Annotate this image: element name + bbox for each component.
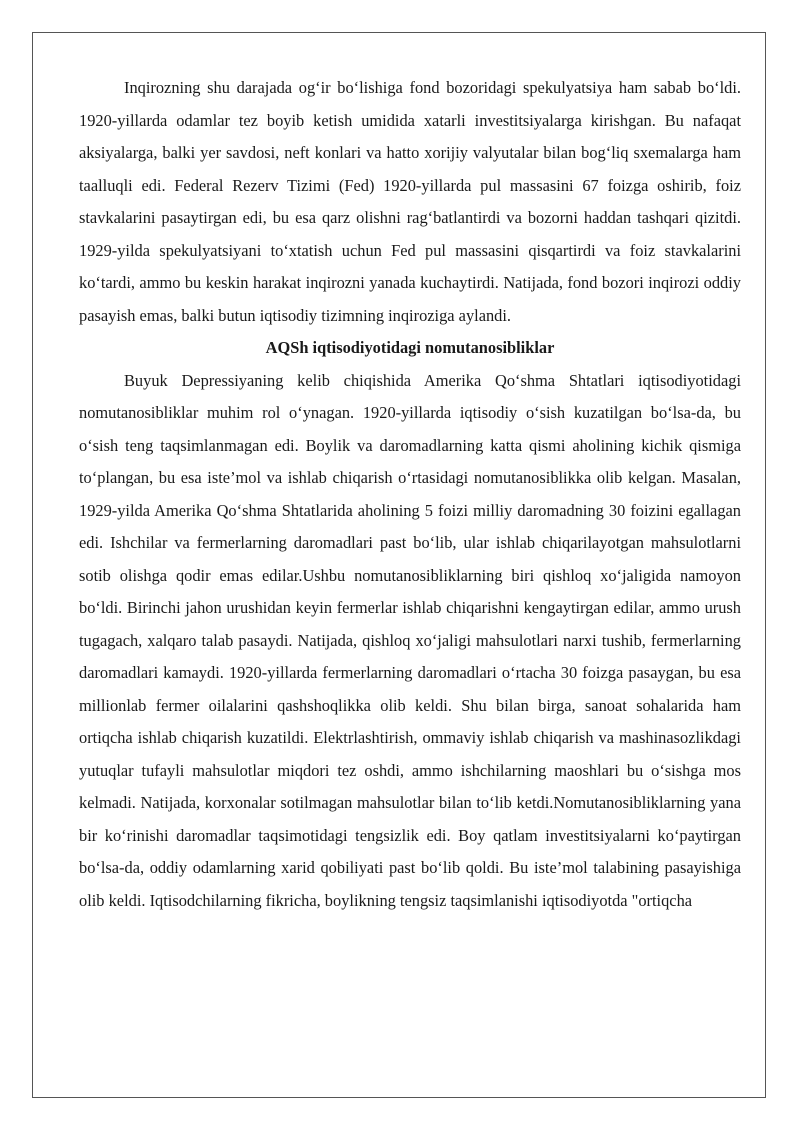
paragraph-stock-speculation: Inqirozning shu darajada og‘ir bo‘lishiga fond bozoridagi spekulyatsiya ham sabab bo‘ldi. 1920-yillarda odamlar tez boyib ketish umidida xatarli investitsiyalarga kirishgan. Bu nafaqat aksiyalarga, balki yer savdosi, neft konlari va hatto xorijiy valyutalar bilan bog‘liq sxemalarga ham taalluqli edi. Federal Rezerv Tizimi (Fed) 1920-yillarda pul massasini 67 foizga oshirib, foiz stavkalarini pasaytirgan edi, bu esa qarz olishni rag‘batlantirdi va bozorni haddan tashqari qizitdi. 1929-yilda spekulyatsiyani to‘xtatish uchun Fed pul massasini qisqartirdi va foiz stavkalarini ko‘tardi, ammo bu keskin harakat inqirozni yanada kuchaytirdi. Natijada, fond bozori inqirozi oddiy pasayish emas, balki butun iqtisodiy tizimning inqiroziga aylandi. (79, 78, 741, 325)
section-heading: AQSh iqtisodiyotidagi nomutanosibliklar (265, 338, 555, 357)
paragraph-imbalances: Buyuk Depressiyaning kelib chiqishida Amerika Qo‘shma Shtatlari iqtisodiyotidagi nomutanosibliklar muhim rol o‘ynagan. 1920-yillarda iqtisodiy o‘sish kuzatilgan bo‘lsa-da, bu o‘sish teng taqsimlanmagan edi. Boylik va daromadlarning katta qismi aholining kichik qismiga to‘plangan, bu esa iste’mol va ishlab chiqarish o‘rtasidagi nomutanosiblikka olib kelgan. Masalan, 1929-yilda Amerika Qo‘shma Shtatlarida aholining 5 foizi milliy daromadning 30 foizini egallagan edi. Ishchilar va fermerlarning daromadlari past bo‘lib, ular ishlab chiqarilayotgan mahsulotlarni sotib olishga qodir emas edilar.Ushbu nomutanosibliklarning biri qishloq xo‘jaligida namoyon bo‘ldi. Birinchi jahon urushidan keyin fermerlar ishlab chiqarishni kengaytirgan edilar, ammo urush tugagach, xalqaro talab pasaydi. Natijada, qishloq xo‘jaligi mahsulotlari narxi tushib, fermerlarning daromadlari kamaydi. 1920-yillarda fermerlarning daromadlari o‘rtacha 30 foizga pasaygan, bu esa millionlab fermer oilalarini qashshoqlikka olib keldi. Shu bilan birga, sanoat sohalarida ham ortiqcha ishlab chiqarish kuzatildi. Elektrlashtirish, ommaviy ishlab chiqarish va mashinasozlikdagi yutuqlar tufayli mahsulotlar miqdori tez oshdi, ammo ishchilarning maoshlari bu o‘sishga mos kelmadi. Natijada, korxonalar sotilmagan mahsulotlar bilan to‘lib ketdi.Nomutanosibliklarning yana bir ko‘rinishi daromadlar taqsimotidagi tengsizlik edi. Boy qatlam investitsiyalarni ko‘paytirgan bo‘lsa-da, oddiy odamlarning xarid qobiliyati past bo‘lib qoldi. Bu iste’mol talabining pasayishiga olib keldi. Iqtisodchilarning fikricha, boylikning tengsiz taqsimlanishi iqtisodiyotda "ortiqcha (79, 370, 741, 910)
document-body (79, 72, 741, 917)
